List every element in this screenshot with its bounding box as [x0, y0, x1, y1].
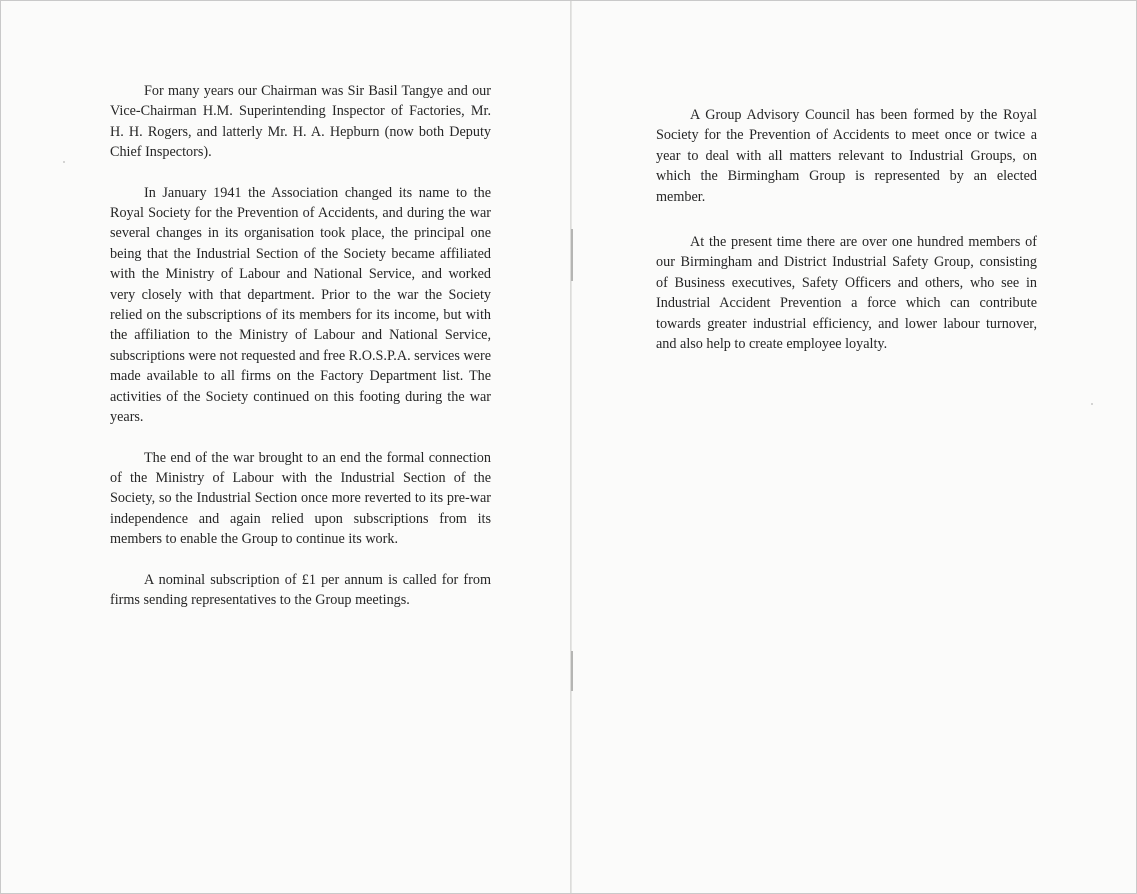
binding-mark: [571, 651, 573, 691]
right-paragraph-1: A Group Advisory Council has been formed by the Royal Society for the Prevention of Accidents to meet once or twice a year to deal with all matters relevant to Industrial Groups, on which the Birmingham Group is represented by an elected member.: [656, 107, 1037, 205]
page-gutter: [570, 1, 572, 893]
left-paragraph-3: The end of the war brought to an end the formal connection of the Ministry of Labour with the Industrial Section of the Society, so the Industrial Section once more reverted to its pre-war independence and again relied upon subscriptions from its members to enable the Group to continue its work.: [110, 449, 491, 548]
paper-speck: [63, 161, 65, 163]
binding-mark: [571, 229, 573, 281]
paper-speck: [1091, 403, 1093, 405]
left-page: [110, 81, 491, 610]
left-paragraph-2: In January 1941 the Association changed its name to the Royal Society for the Prevention of Accidents, and during the war several changes in its organisation took place, the principal one being that the Industrial Section of the Society became affiliated with the Ministry of Labour and National Service, and worked very closely with that department. Prior to the war the Society relied on the subscriptions of its members for its income, but with the affiliation to the Ministry of Labour and National Service, subscriptions were not requested and free R.O.S.P.A. services were made available to all firms on the Factory Department list. The activities of the Society continued on this footing during the war years.: [110, 184, 491, 426]
left-paragraph-1: For many years our Chairman was Sir Basil Tangye and our Vice-Chairman H.M. Superintending Inspector of Factories, Mr. H. H. Rogers, and latterly Mr. H. A. Hepburn (now both Deputy Chief Inspectors).: [110, 83, 491, 161]
left-paragraph-4: A nominal subscription of £1 per annum is called for from firms sending representatives to the Group meetings.: [110, 571, 491, 608]
right-paragraph-2: At the present time there are over one hundred members of our Birmingham and District Industrial Safety Group, consisting of Business executives, Safety Officers and others, who see in Industrial Accident Prevention a force which can contribute towards greater industrial efficiency, and lower labour turnover, and also help to create employee loyalty.: [656, 234, 1037, 353]
right-page: [656, 105, 1037, 354]
